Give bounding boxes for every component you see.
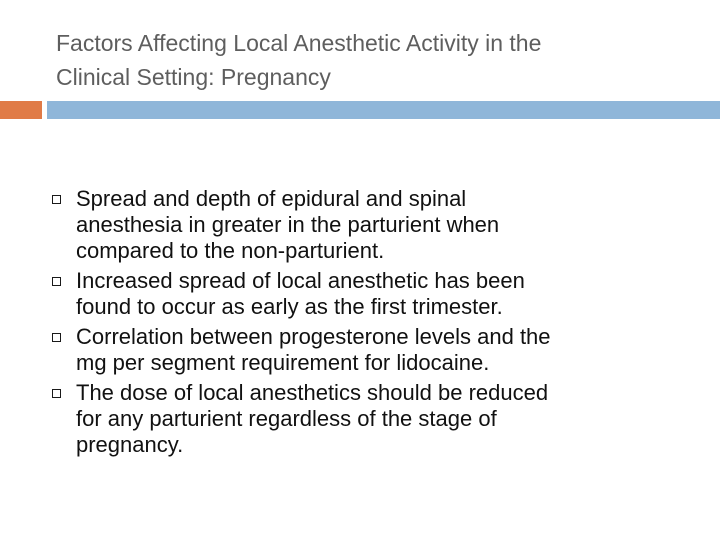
bullet-text-line: anesthesia in greater in the parturient when [76, 212, 500, 237]
square-bullet-icon [52, 333, 61, 342]
bullet-text-line: pregnancy. [76, 432, 184, 457]
square-bullet-icon [52, 389, 61, 398]
square-bullet-icon [52, 195, 61, 204]
bullet-list [52, 186, 702, 462]
bullet-item [52, 186, 702, 264]
bullet-text-line: mg per segment requirement for lidocaine. [76, 350, 490, 375]
slide-title-line: Clinical Setting: Pregnancy [56, 64, 331, 90]
bullet-item [52, 380, 702, 458]
bullet-text-line: compared to the non-parturient. [76, 238, 385, 263]
accent-bar-blue [47, 101, 720, 119]
bullet-text-line: The dose of local anesthetics should be reduced [76, 380, 549, 405]
bullet-item [52, 324, 702, 376]
bullet-text-line: Increased spread of local anesthetic has been [76, 268, 525, 293]
bullet-item [52, 268, 702, 320]
slide-title [56, 26, 696, 94]
bullet-text-line: found to occur as early as the first trimester. [76, 294, 503, 319]
accent-bar-orange [0, 101, 42, 119]
slide-title-line: Factors Affecting Local Anesthetic Activity in the [56, 30, 542, 56]
bullet-text-line: for any parturient regardless of the stage of [76, 406, 497, 431]
bullet-text-line: Spread and depth of epidural and spinal [76, 186, 467, 211]
square-bullet-icon [52, 277, 61, 286]
bullet-text-line: Correlation between progesterone levels and the [76, 324, 551, 349]
